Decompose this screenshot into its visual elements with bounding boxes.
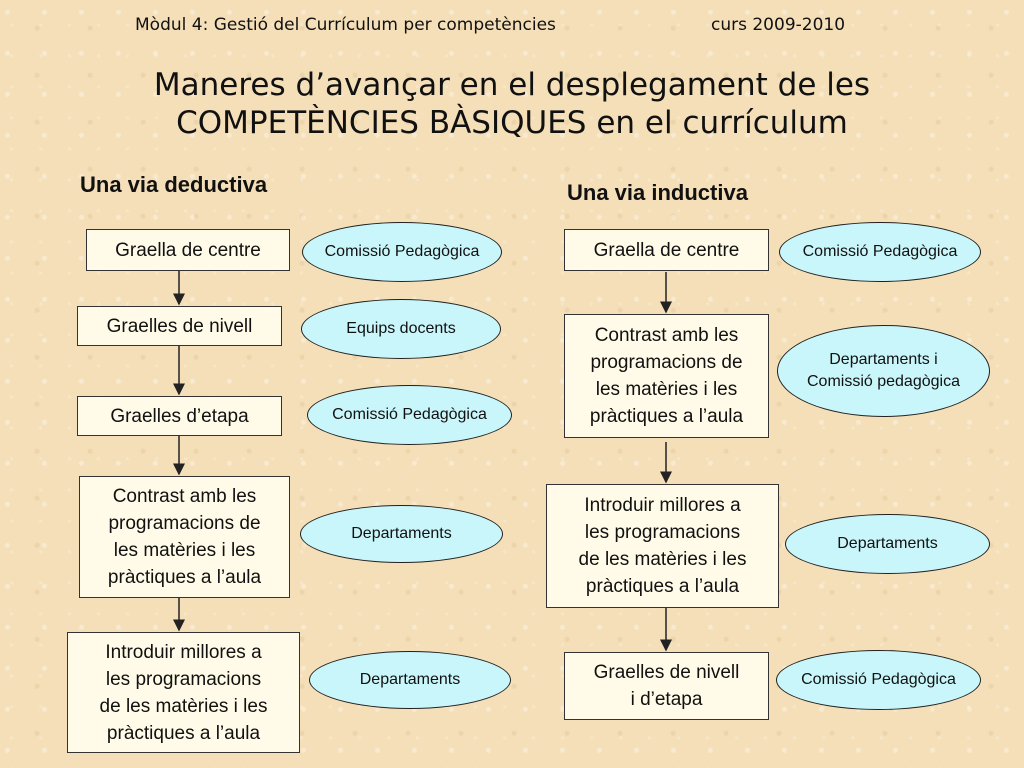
inductive-step-2: Contrast amb les programacions de les matèries i les pràctiques a l’aula [564, 314, 769, 438]
inductive-actor-1: Comissió Pedagògica [779, 222, 981, 282]
inductive-actor-4: Comissió Pedagògica [776, 650, 981, 710]
deductive-actor-4: Departaments [300, 505, 503, 563]
course-header: curs 2009-2010 [711, 15, 846, 35]
inductive-step-4: Graelles de nivell i d’etapa [564, 652, 769, 720]
deductive-actor-3: Comissió Pedagògica [307, 385, 512, 445]
deductive-heading: Una via deductiva [80, 172, 268, 197]
title-line-1: Maneres d’avançar en el desplegament de les [153, 67, 871, 103]
inductive-actor-2: Departaments i Comissió pedagògica [777, 325, 990, 417]
deductive-actor-5: Departaments [309, 651, 511, 709]
deductive-step-3: Graelles d’etapa [77, 396, 282, 436]
deductive-actor-1: Comissió Pedagògica [302, 222, 502, 282]
inductive-heading: Una via inductiva [567, 180, 748, 205]
inductive-step-3: Introduir millores a les programacions de les matèries i les pràctiques a l’aula [546, 484, 779, 608]
title-line-2: COMPETÈNCIES BÀSIQUES en el currículum [176, 105, 848, 141]
deductive-actor-2: Equips docents [301, 299, 501, 359]
deductive-step-2: Graelles de nivell [77, 306, 282, 346]
deductive-step-1: Graella de centre [86, 229, 290, 271]
deductive-step-4: Contrast amb les programacions de les matèries i les pràctiques a l’aula [79, 476, 290, 598]
inductive-step-1: Graella de centre [564, 229, 769, 271]
deductive-step-5: Introduir millores a les programacions de les matèries i les pràctiques a l’aula [67, 632, 300, 753]
inductive-actor-3: Departaments [785, 514, 990, 574]
module-header: Mòdul 4: Gestió del Currículum per competències [135, 15, 556, 35]
